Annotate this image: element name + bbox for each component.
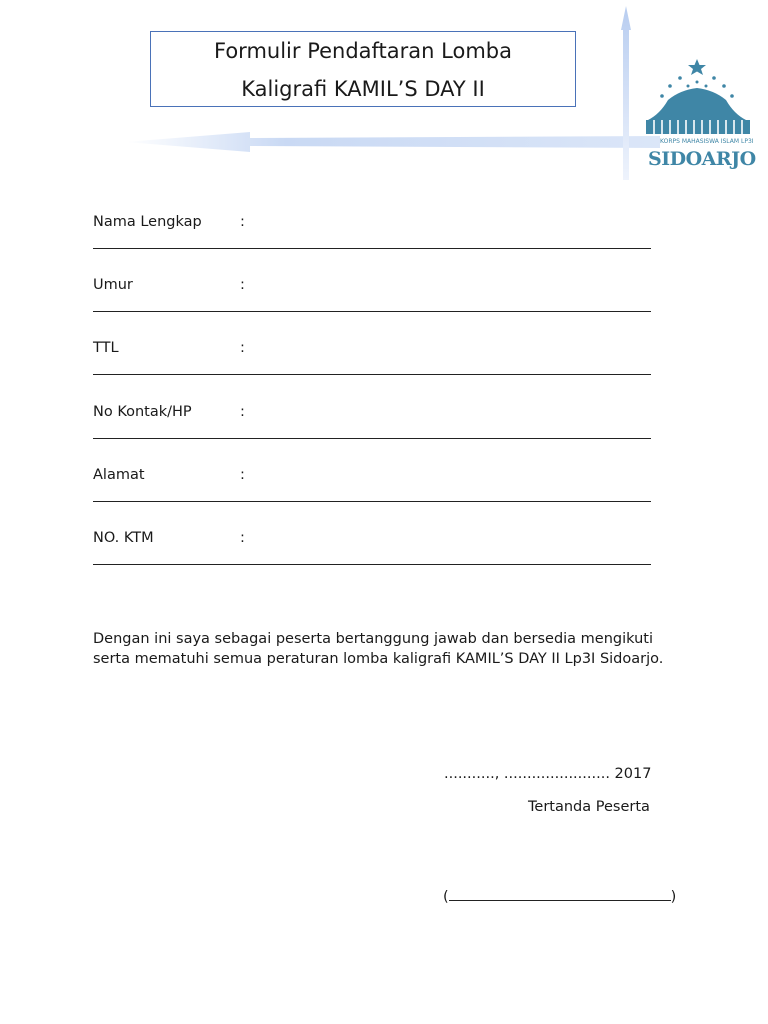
field-no-kontak[interactable] <box>93 404 653 444</box>
field-ttl[interactable] <box>93 340 653 380</box>
signature-label: Tertanda Peserta <box>528 799 650 815</box>
field-colon: : <box>240 214 245 230</box>
field-colon: : <box>240 340 245 356</box>
field-label: TTL <box>93 340 119 356</box>
field-input-line[interactable] <box>93 438 651 439</box>
field-label: Alamat <box>93 467 145 483</box>
field-colon: : <box>240 277 245 293</box>
field-input-line[interactable] <box>93 501 651 502</box>
signature-name-line <box>443 888 676 905</box>
declaration-statement: Dengan ini saya sebagai peserta bertanggung jawab dan bersedia mengikuti serta mematuhi semua peraturan lomba kaligrafi KAMIL’S DAY II Lp3I Sidoarjo. <box>93 631 664 667</box>
field-input-line[interactable] <box>93 311 651 312</box>
signature-open-paren: ( <box>443 889 449 905</box>
field-nama-lengkap[interactable] <box>93 214 653 254</box>
field-alamat[interactable] <box>93 467 653 507</box>
field-colon: : <box>240 467 245 483</box>
field-label: No Kontak/HP <box>93 404 192 420</box>
field-label: Umur <box>93 277 133 293</box>
field-label: NO. KTM <box>93 530 154 546</box>
field-input-line[interactable] <box>93 248 651 249</box>
form-title-line2: Kaligrafi KAMIL’S DAY II <box>241 77 485 101</box>
field-umur[interactable] <box>93 277 653 317</box>
logo-small-text: KORPS MAHASISWA ISLAM LP3I <box>660 138 754 145</box>
form-title-box <box>150 31 576 107</box>
form-title-line1: Formulir Pendaftaran Lomba <box>214 39 512 63</box>
signature-date-line: ..........., ....................... 2017 <box>444 766 652 782</box>
field-colon: : <box>240 404 245 420</box>
field-label: Nama Lengkap <box>93 214 202 230</box>
vertical-arrow <box>621 6 631 180</box>
signature-blank[interactable] <box>449 888 671 901</box>
field-colon: : <box>240 530 245 546</box>
field-no-ktm[interactable] <box>93 530 653 570</box>
signature-close-paren: ) <box>670 889 677 905</box>
field-input-line[interactable] <box>93 564 651 565</box>
horizontal-arrow <box>125 132 660 152</box>
field-input-line[interactable] <box>93 374 651 375</box>
logo-text: SIDOARJO <box>648 148 756 170</box>
